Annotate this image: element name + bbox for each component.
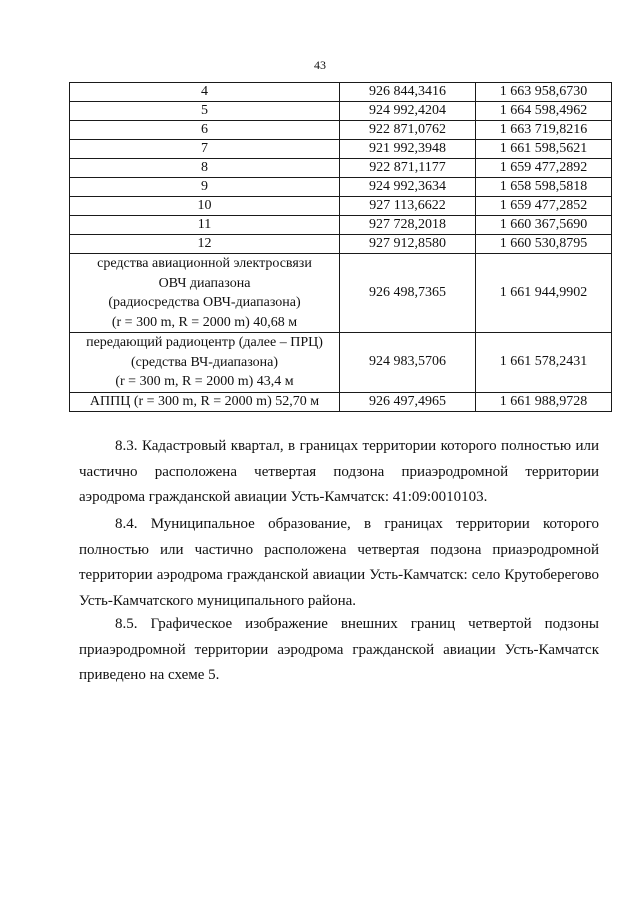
point-name: 11 <box>70 216 340 235</box>
table-row <box>70 333 612 393</box>
table-row <box>70 216 612 235</box>
coord-y: 1 658 598,5818 <box>476 178 612 197</box>
coord-y: 1 659 477,2852 <box>476 197 612 216</box>
coord-y: 1 661 598,5621 <box>476 140 612 159</box>
point-name: 9 <box>70 178 340 197</box>
point-name: АППЦ (r = 300 m, R = 2000 m) 52,70 м <box>70 392 340 411</box>
coord-x: 927 113,6622 <box>340 197 476 216</box>
page-number: 43 <box>314 58 326 72</box>
point-name: 6 <box>70 121 340 140</box>
name-line: (радиосредства ОВЧ-диапазона) <box>108 295 301 310</box>
table-row <box>70 140 612 159</box>
coord-x: 926 498,7365 <box>340 254 476 333</box>
point-name: 12 <box>70 235 340 254</box>
table-row <box>70 392 612 411</box>
point-name: 5 <box>70 102 340 121</box>
name-line: средства авиационной электросвязи <box>97 256 312 271</box>
coord-x: 924 983,5706 <box>340 333 476 393</box>
point-name <box>70 254 340 333</box>
point-name: 10 <box>70 197 340 216</box>
point-name: 7 <box>70 140 340 159</box>
point-name <box>70 333 340 393</box>
table-row <box>70 159 612 178</box>
table-row <box>70 102 612 121</box>
name-line: (средства ВЧ-диапазона) <box>130 354 279 370</box>
paragraph-8-3: 8.3. Кадастровый квартал, в границах территории которого полностью или частично расположена четвертая подзона приаэродромной территории аэродрома гражданской авиации Усть-Камчатск: 41:09:0010103. <box>79 438 599 505</box>
coord-x: 924 992,3634 <box>340 178 476 197</box>
coord-x: 927 728,2018 <box>340 216 476 235</box>
table-row <box>70 121 612 140</box>
coord-y: 1 660 367,5690 <box>476 216 612 235</box>
paragraph-8-4: 8.4. Муниципальное образование, в границах территории которого полностью или частично расположена четвертая подзона приаэродромной территории аэродрома гражданской авиации Усть-Камчатск: село Крутоберегово Усть-Камчатского муниципального района. <box>79 516 599 609</box>
point-name: 4 <box>70 83 340 102</box>
coord-x: 922 871,0762 <box>340 121 476 140</box>
coord-x: 927 912,8580 <box>340 235 476 254</box>
coord-y: 1 663 719,8216 <box>476 121 612 140</box>
coord-y: 1 660 530,8795 <box>476 235 612 254</box>
coord-x: 922 871,1177 <box>340 159 476 178</box>
coord-y: 1 661 944,9902 <box>476 254 612 333</box>
name-line: (r = 300 m, R = 2000 m) 40,68 м <box>111 314 298 330</box>
coord-y: 1 661 988,9728 <box>476 392 612 411</box>
coord-x: 926 497,4965 <box>340 392 476 411</box>
point-name: 8 <box>70 159 340 178</box>
table-row <box>70 197 612 216</box>
name-line: (r = 300 m, R = 2000 m) 43,4 м <box>115 374 294 389</box>
name-line: ОВЧ диапазона <box>158 275 251 291</box>
coord-x: 924 992,4204 <box>340 102 476 121</box>
coord-y: 1 661 578,2431 <box>476 333 612 393</box>
table-row <box>70 83 612 102</box>
coord-x: 921 992,3948 <box>340 140 476 159</box>
coord-x: 926 844,3416 <box>340 83 476 102</box>
table-row <box>70 235 612 254</box>
coordinates-table <box>69 82 612 412</box>
paragraph-8-5: 8.5. Графическое изображение внешних границ четвертой подзоны приаэродромной территории аэродрома гражданской авиации Усть-Камчатск приведено на схеме 5. <box>79 616 599 683</box>
coord-y: 1 659 477,2892 <box>476 159 612 178</box>
table-row <box>70 254 612 333</box>
name-line: передающий радиоцентр (далее – ПРЦ) <box>86 335 323 350</box>
table-row <box>70 178 612 197</box>
coord-y: 1 663 958,6730 <box>476 83 612 102</box>
coord-y: 1 664 598,4962 <box>476 102 612 121</box>
